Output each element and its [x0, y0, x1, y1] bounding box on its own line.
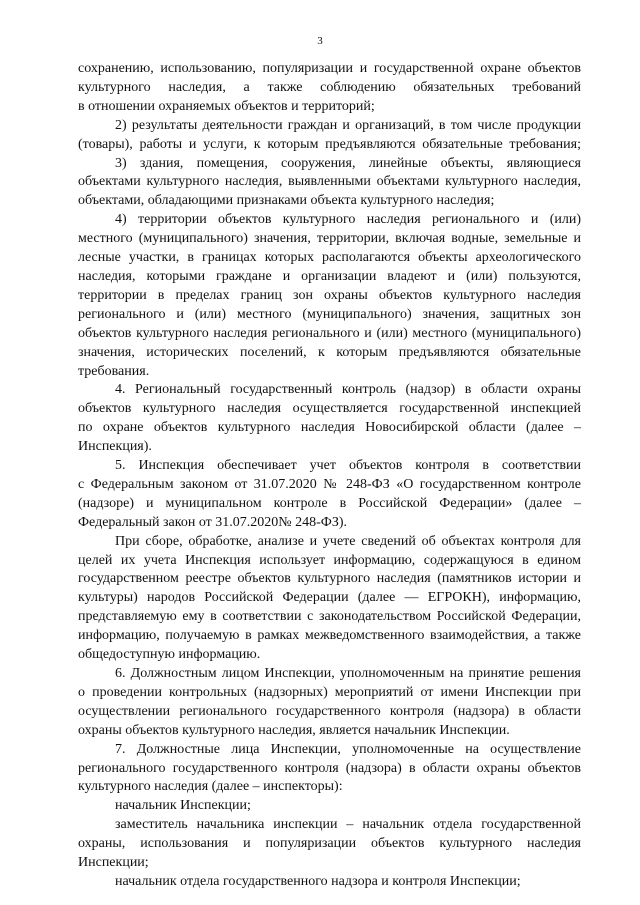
text-line: Федеральный закон от 31.07.2020№ 248-ФЗ).	[78, 514, 348, 530]
text-line: 6. Должностным лицом Инспекции, уполномоченным на принятие решения	[115, 666, 581, 681]
text-line: культуры) народов Российской Федерации (далее — ЕГРОКН), информацию,	[78, 590, 581, 606]
text-line: 3) здания, помещения, сооружения, линейные объекты, являющиеся	[115, 155, 581, 171]
text-line: наследия, которыми граждане и организации владеют и (или) пользуются,	[78, 268, 581, 284]
text-line: заместитель начальника инспекции – начальник отдела государственной	[115, 817, 581, 833]
text-line: 4) территории объектов культурного наследия регионального и (или)	[115, 212, 581, 228]
text-line: по охране объектов культурного наследия Новосибирской области (далее –	[78, 420, 581, 436]
text-line: объектами, обладающими признаками объекта культурного наследия;	[78, 193, 495, 209]
text-line: с Федеральным законом от 31.07.2020 № 248-ФЗ «О государственном контроле	[78, 476, 581, 492]
text-line: объектами культурного наследия, выявленными объектами культурного наследия,	[78, 174, 581, 190]
text-line: целей их учета Инспекция использует информацию, содержащуюся в едином	[78, 552, 581, 568]
text-line: объектов культурного наследия осуществляется государственной инспекцией	[78, 401, 581, 417]
text-line: 4. Региональный государственный контроль (надзор) в области охраны	[115, 382, 581, 398]
text-line: (товары), работы и услуги, к которым предъявляются обязательные требования;	[78, 136, 581, 152]
text-line: общедоступную информацию.	[78, 647, 261, 663]
text-line: 2) результаты деятельности граждан и организаций, в том числе продукции	[115, 117, 581, 133]
text-line: культурного наследия, а также соблюдению обязательных требований	[78, 79, 581, 95]
text-line: информацию, получаемую в рамках межведомственного взаимодействия, а также	[78, 628, 581, 644]
page-number: 3	[317, 35, 323, 47]
text-line: значения, исторических поселений, к которым предъявляются обязательные	[78, 344, 581, 360]
text-line: Инспекция).	[78, 439, 152, 455]
text-line: осуществлении регионального государственного контроля (надзора) в области	[78, 703, 581, 719]
text-line: регионального и (или) местного (муниципального) значения, защитных зон	[78, 306, 581, 322]
text-line: местного (муниципального) значения, территории, включая водные, земельные и	[78, 231, 581, 247]
text-line: Инспекции;	[78, 855, 149, 871]
text-line: представляемую ему в соответствии с законодательством Российской Федерации,	[78, 609, 581, 625]
text-line: государственном реестре объектов культурного наследия (памятников истории и	[78, 571, 581, 587]
text-line: охраны объектов культурного наследия, является начальник Инспекции.	[78, 722, 510, 738]
text-line: начальник Инспекции;	[115, 798, 251, 814]
text-line: 5. Инспекция обеспечивает учет объектов контроля в соответствии	[115, 458, 581, 474]
text-line: регионального государственного контроля (надзора) в области охраны объектов	[78, 760, 581, 776]
text-line: объектов культурного наследия регионального и (или) местного (муниципального)	[78, 325, 581, 341]
text-line: 7. Должностные лица Инспекции, уполномоченные на осуществление	[115, 741, 581, 757]
text-line: сохранению, использованию, популяризации и государственной охране объектов	[78, 61, 581, 76]
text-line: в отношении охраняемых объектов и территорий;	[78, 98, 375, 114]
text-line: При сборе, обработке, анализе и учете сведений об объектах контроля для	[115, 533, 581, 549]
document-body	[78, 60, 581, 892]
text-line: территории в пределах границ зон охраны объектов культурного наследия	[78, 287, 581, 303]
text-line: культурного наследия (далее – инспекторы):	[78, 779, 343, 795]
text-line: лесные участки, в границах которых располагаются объекты археологического	[78, 250, 581, 266]
text-line: о проведении контрольных (надзорных) мероприятий от имени Инспекции при	[78, 684, 581, 700]
text-line: (надзоре) и муниципальном контроле в Российской Федерации» (далее –	[78, 495, 581, 511]
text-line: охраны, использования и популяризации объектов культурного наследия	[78, 836, 581, 852]
text-line: начальник отдела государственного надзора и контроля Инспекции;	[115, 873, 521, 889]
text-line: требования.	[78, 363, 150, 379]
